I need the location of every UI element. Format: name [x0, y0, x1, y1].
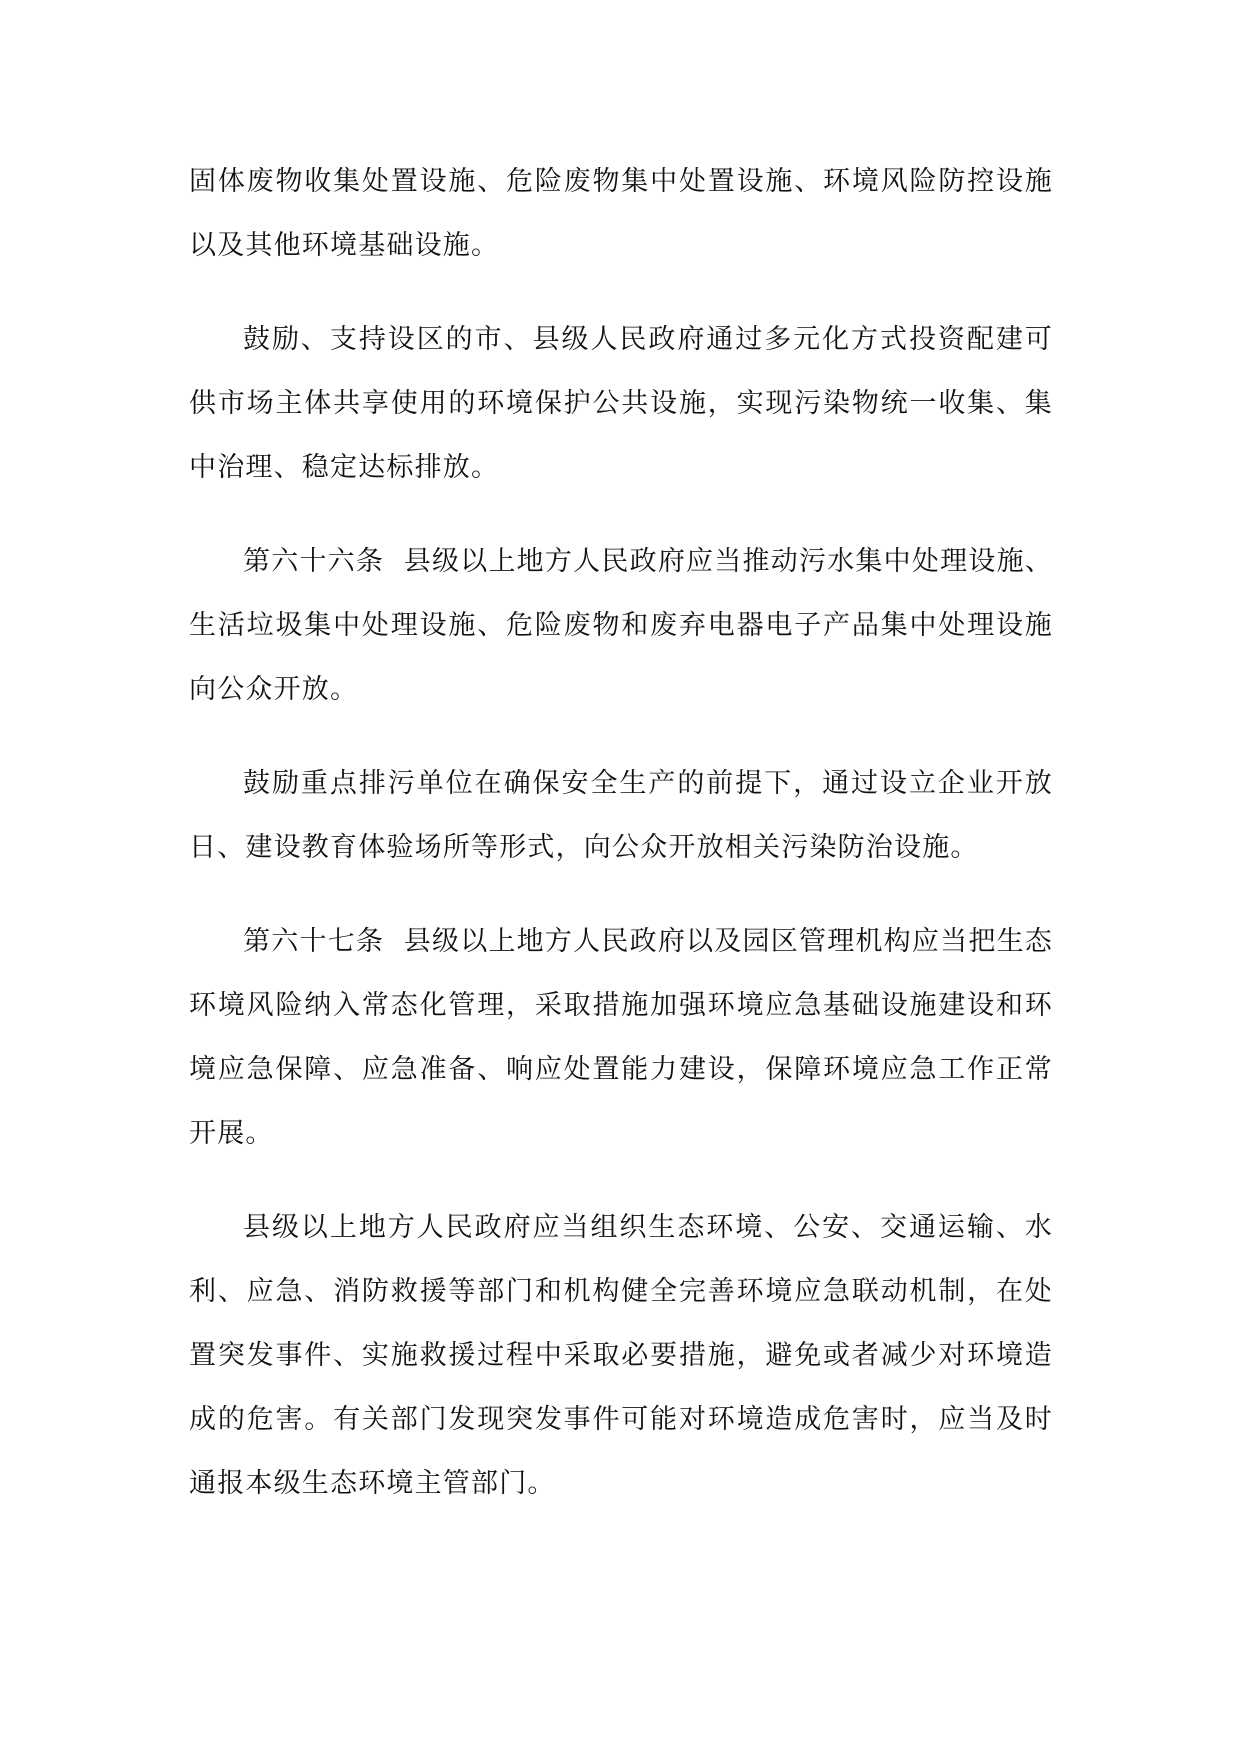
paragraph: 鼓励重点排污单位在确保安全生产的前提下，通过设立企业开放日、建设教育体验场所等形式，向公众开放相关污染防治设施。 [189, 768, 1053, 863]
paragraph: 鼓励、支持设区的市、县级人民政府通过多元化方式投资配建可供市场主体共享使用的环境保护公共设施，实现污染物统一收集、集中治理、稳定达标排放。 [189, 324, 1053, 483]
paragraph-continuation: 固体废物收集处置设施、危险废物集中处置设施、环境风险防控设施以及其他环境基础设施。 [189, 166, 1053, 261]
article-67: 第六十七条 县级以上地方人民政府以及园区管理机构应当把生态环境风险纳入常态化管理，采取措施加强环境应急基础设施建设和环境应急保障、应急准备、响应处置能力建设，保障环境应急工作正常开展。 [189, 926, 1053, 1149]
document-body [189, 150, 1053, 1546]
paragraph: 县级以上地方人民政府应当组织生态环境、公安、交通运输、水利、应急、消防救援等部门和机构健全完善环境应急联动机制，在处置突发事件、实施救援过程中采取必要措施，避免或者减少对环境造成的危害。有关部门发现突发事件可能对环境造成危害时，应当及时通报本级生态环境主管部门。 [189, 1212, 1053, 1499]
article-66: 第六十六条 县级以上地方人民政府应当推动污水集中处理设施、生活垃圾集中处理设施、危险废物和废弃电器电子产品集中处理设施向公众开放。 [189, 546, 1053, 705]
